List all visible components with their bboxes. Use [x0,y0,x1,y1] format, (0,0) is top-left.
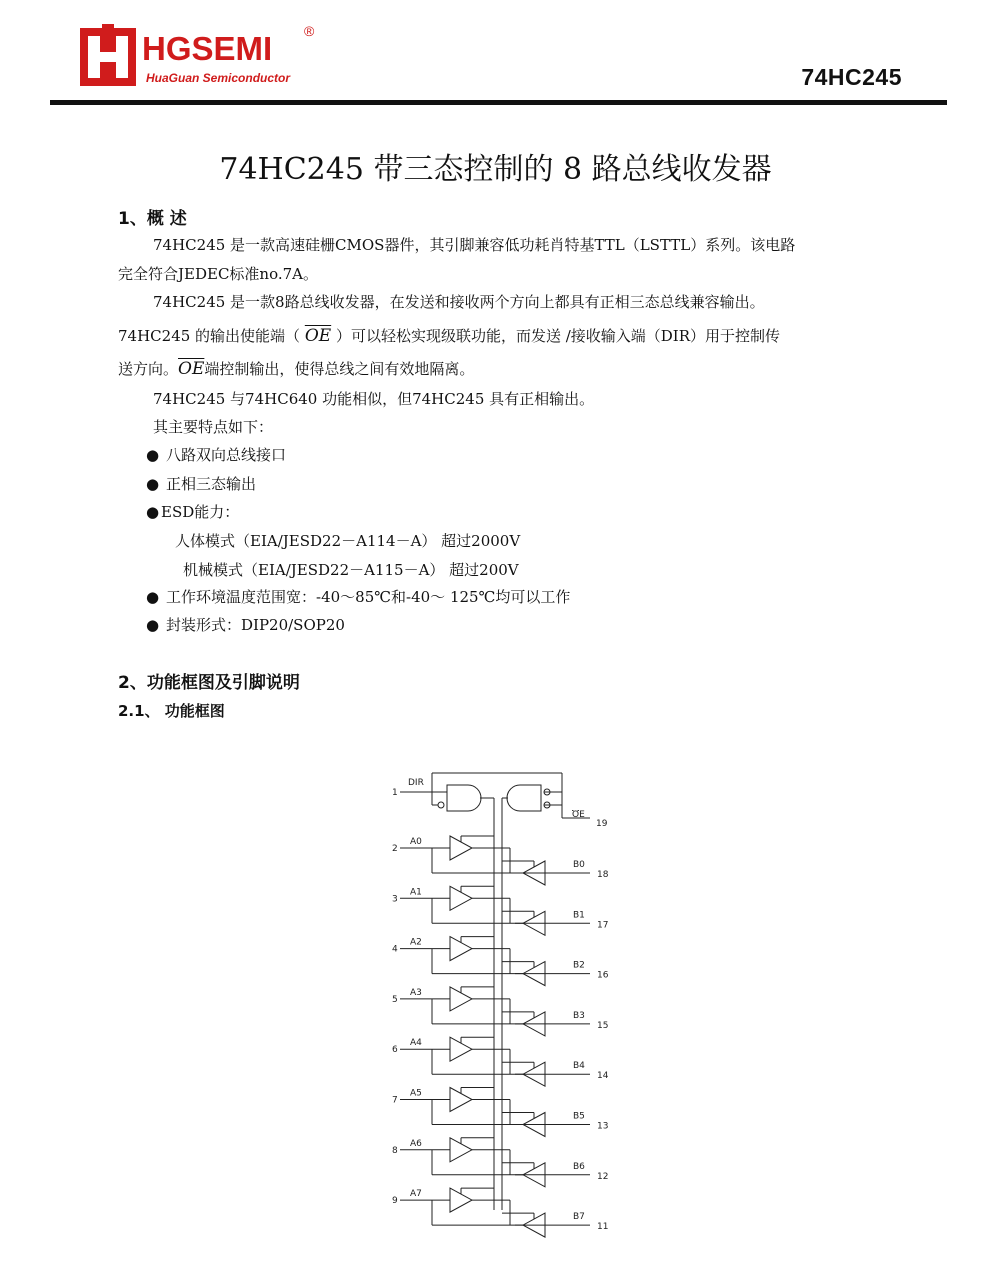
a-pin-number: 3 [392,894,398,905]
feature-text: 正相三态输出 [166,475,257,493]
feature-text: ESD能力： [161,503,240,521]
bullet-icon: ● [146,503,160,521]
section-heading-block-diagram: 2、功能框图及引脚说明 [118,673,300,693]
header-part-number: 74HC245 [801,64,902,90]
feature-bullet [146,474,256,494]
a-pin-number: 2 [392,844,398,854]
a-pin-label: A0 [410,837,422,847]
a-pin-number: 7 [392,1095,398,1106]
b-pin-number: 12 [597,1171,609,1182]
overview-paragraph-4: 其主要特点如下： [153,418,274,436]
header-divider [50,100,947,105]
a-pin-number: 4 [392,944,398,955]
oe-signal-label: $\overline{OE}$ [178,359,205,379]
b-pin-number: 11 [597,1222,609,1233]
feature-bullet [146,587,570,607]
feature-text: 工作环境温度范围宽：-40～85℃和-40～ 125℃均可以工作 [166,588,571,606]
b-pin-number: 16 [597,970,609,981]
b-pin-label: B4 [573,1061,585,1072]
a-pin-label: A1 [410,887,422,898]
b-pin-label: B3 [573,1010,585,1021]
b-pin-label: B0 [573,860,585,870]
b-pin-label: B5 [573,1111,585,1122]
hgsemi-logo [80,22,320,90]
registered-mark: ® [304,23,315,39]
bullet-icon: ● [146,616,160,634]
brand-name: HGSEMI [142,30,273,67]
functional-block-diagram [380,765,620,1245]
a-pin-number: 8 [392,1145,398,1156]
a-pin-number: 6 [392,1045,398,1056]
esd-human-body-model: 人体模式（EIA/JESD22－A114－A） 超过2000V [175,532,521,550]
a-pin-label: A7 [410,1189,422,1200]
feature-text: 八路双向总线接口 [166,446,287,464]
a-pin-label: A2 [410,937,422,948]
overview-paragraph-2b [118,326,780,346]
paragraph-text: ）可以轻松实现级联功能，而发送 /接收输入端（DIR）用于控制传 [331,327,781,345]
a-pin-label: A4 [410,1038,422,1049]
a-pin-label: A6 [410,1138,422,1149]
a-pin-label: A3 [410,987,422,998]
paragraph-text: 74HC245 的输出使能端（ [118,327,305,345]
overview-paragraph-2c [118,359,474,379]
oe-label: OE [572,810,585,820]
bullet-icon: ● [146,475,160,493]
overview-paragraph-1b: 完全符合JEDEC标准no.7A。 [118,265,318,283]
b-pin-number: 13 [597,1121,609,1132]
b-pin-number: 14 [597,1071,609,1082]
a-pin-number: 5 [392,994,398,1005]
feature-text: 封装形式：DIP20/SOP20 [166,616,345,634]
feature-bullet [146,502,239,522]
a-pin-number: 9 [392,1196,398,1207]
subsection-heading-functional-diagram: 2.1、 功能框图 [118,702,225,720]
b-pin-label: B1 [573,910,585,921]
b-pin-label: B7 [573,1212,585,1223]
dir-label: DIR [408,778,424,788]
feature-bullet [146,615,345,635]
brand-subtitle: HuaGuan Semiconductor [146,71,291,85]
page-title: 74HC245 带三态控制的 8 路总线收发器 [219,152,772,187]
oe-signal-label: $\overline{OE}$ [304,326,332,346]
oe-pin-number: 19 [596,819,608,829]
overview-paragraph-2a: 74HC245 是一款8路总线收发器，在发送和接收两个方向上都具有正相三态总线兼容输出。 [153,293,765,311]
section-heading-overview: 1、概 述 [118,209,187,229]
b-pin-number: 17 [597,920,609,931]
paragraph-text: 送方向。 [118,360,179,378]
b-pin-number: 15 [597,1020,609,1031]
esd-machine-model: 机械模式（EIA/JESD22－A115－A） 超过200V [183,561,519,579]
b-pin-label: B6 [573,1161,585,1172]
b-pin-number: 18 [597,870,609,880]
dir-pin-number: 1 [392,788,398,798]
b-pin-label: B2 [573,960,585,971]
bullet-icon: ● [146,588,160,606]
a-pin-label: A5 [410,1088,422,1099]
paragraph-text: 端控制输出，使得总线之间有效地隔离。 [204,360,475,378]
feature-bullet [146,445,286,465]
overview-paragraph-3: 74HC245 与74HC640 功能相似，但74HC245 具有正相输出。 [153,390,595,408]
overview-paragraph-1a: 74HC245 是一款高速硅栅CMOS器件，其引脚兼容低功耗肖特基TTL（LSTTL）系列。该电路 [153,236,796,254]
bullet-icon: ● [146,446,160,464]
